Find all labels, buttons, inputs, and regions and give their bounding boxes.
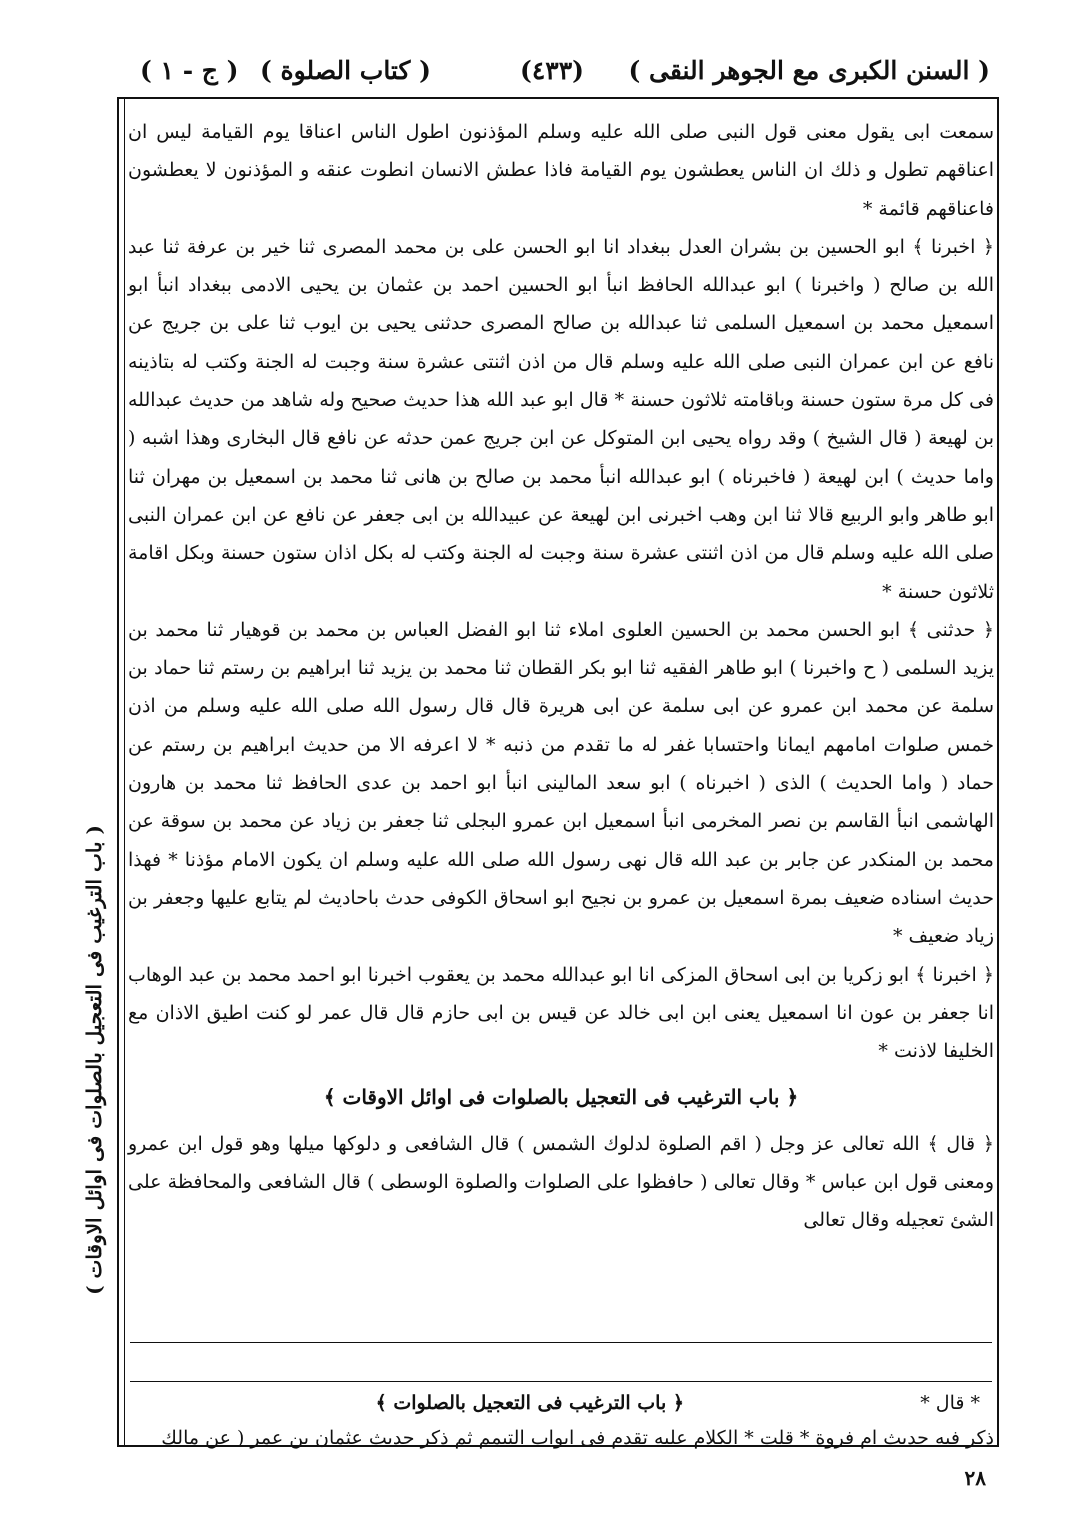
footer-page-number: ٢٨: [964, 1466, 986, 1490]
paragraph-3: ﴿ حدثنى ﴾ ابو الحسن محمد بن الحسين العلوى املاء ثنا ابو الفضل العباس بن محمد بن قوهيار ثنا محمد بن يزيد السلمى ( ح واخبرنا ) ابو طاهر الفقيه ثنا ابو بكر القطان ثنا محمد بن يزيد ثنا ابراهيم بن رستم ثنا حماد بن سلمة عن محمد ابن عمرو عن ابى سلمة عن ابى هريرة قال قال رسول الله صلى الله عليه وسلم من اذن خمس صلوات امامهم ايمانا واحتسابا غفر له ما تقدم من ذنبه * لا اعرفه الا من حديث ابراهيم بن رستم عن حماد ( واما الحديث ) الذى ( اخبرناه ) ابو سعد المالينى انبأ ابو احمد بن عدى الحافظ ثنا محمد بن هارون الهاشمى انبأ القاسم بن نصر المخرمى انبأ اسمعيل ابن عمرو البجلى ثنا جعفر بن زياد عن محمد بن سوقة عن محمد بن المنكدر عن جابر بن عبد الله قال نهى رسول الله صلى الله عليه وسلم ان يكون الامام مؤذنا * فهذا حديث اسناده ضعيف بمرة اسمعيل بن عمرو بن نجيح ابو اسحاق الكوفى حدث باحاديث لم يتابع عليها وجعفر بن زياد ضعيف *: [128, 618, 994, 948]
main-text: [128, 113, 994, 1240]
paragraph-1: سمعت ابى يقول معنى قول النبى صلى الله عليه وسلم المؤذنون اطول الناس اعناقا يوم القيامة ليس ان اعناقهم تطول و ذلك ان الناس يعطشون يوم القيامة فاذا عطش الانسان انطوت عنقه و المؤذنون لا يعطشون فاعناقهم قائمة *: [128, 121, 994, 220]
header-title: ( السنن الكبرى مع الجوهر النقى ): [628, 56, 990, 85]
footnote-divider: [130, 1342, 992, 1343]
header-page-number: (٤٣٣): [520, 56, 584, 85]
inner-frame-rule: [124, 97, 125, 1447]
running-header: [120, 52, 990, 92]
footnote-chapter-heading: ﴿ باب الترغيب فى التعجيل بالصلوات ﴾: [375, 1392, 684, 1414]
paragraph-4: ﴿ اخبرنا ﴾ ابو زكريا بن ابى اسحاق المزكى انا ابو عبدالله محمد بن يعقوب اخبرنا ابو احمد محمد بن عبد الوهاب انا جعفر بن عون انا اسمعيل يعنى ابن ابى خالد عن قيس بن ابى حازم قال قال عمر لو كنت اطيق الاذان مع الخليفا لاذنت *: [128, 963, 994, 1063]
side-margin-title: ( باب الترغيب فى التعجيل بالصلوات فى اوائل الاوقات ): [82, 825, 106, 1295]
header-book-name: ( كتاب الصلوة ): [260, 56, 431, 85]
footnote-qal: * قال *: [920, 1392, 980, 1414]
paragraph-2: ﴿ اخبرنا ﴾ ابو الحسين بن بشران العدل ببغداد انا ابو الحسن على بن محمد المصرى ثنا خير بن عرفة ثنا عبد الله بن صالح ( واخبرنا ) ابو عبدالله الحافظ انبأ ابو الحسين احمد بن عثمان بن يحيى الادمى ببغداد انبأ ابو اسمعيل محمد بن اسمعيل السلمى ثنا عبدالله بن صالح المصرى حدثنى يحيى بن ايوب ثنا على بن جريج عن نافع عن ابن عمران النبى صلى الله عليه وسلم قال من اذن اثنتى عشرة سنة وجبت له الجنة وكتب له بتاذينه فى كل مرة ستون حسنة وباقامته ثلاثون حسنة * قال ابو عبد الله هذا حديث صحيح وله شاهد من حديث عبدالله بن لهيعة ( قال الشيخ ) وقد رواه يحيى ابن المتوكل عن ابن جريج عمن حدثه عن نافع قال البخارى وهذا اشبه ( واما حديث ) ابن لهيعة ( فاخبرناه ) ابو عبدالله انبأ محمد بن صالح بن هانى ثنا محمد بن اسمعيل بن مهران ثنا ابو طاهر وابو الربيع قالا ثنا ابن وهب اخبرنى ابن لهيعة عن عبيدالله بن ابى جعفر عن نافع عن ابن عمران النبى صلى الله عليه وسلم قال من اذن اثنتى عشرة سنة وجبت له الجنة وكتب له بكل اذان ستون حسنة وبكل اقامة ثلاثون حسنة *: [128, 235, 994, 603]
footnote-text: ذكر فيه حديث ام فروة * قلت * الكلام عليه تقدم فى ابواب التيمم ثم ذكر حديث عثمان بن عمر ( عن مالك: [161, 1427, 994, 1449]
paragraph-5: ﴿ قال ﴾ الله تعالى عز وجل ( اقم الصلوة لدلوك الشمس ) قال الشافعى و دلوكها ميلها وهو قول ابن عمرو ومعنى قول ابن عباس * وقال تعالى ( حافظوا على الصلوات والصلوة الوسطى ) قال الشافعى والمحافظة على الشئ تعجيله وقال تعالى: [128, 1132, 994, 1232]
chapter-heading: ﴿ باب الترغيب فى التعجيل بالصلوات فى اوائل الاوقات ﴾: [323, 1085, 799, 1110]
header-volume: ( ج - ١ ): [140, 56, 239, 85]
footnote-divider-2: [130, 1381, 992, 1382]
